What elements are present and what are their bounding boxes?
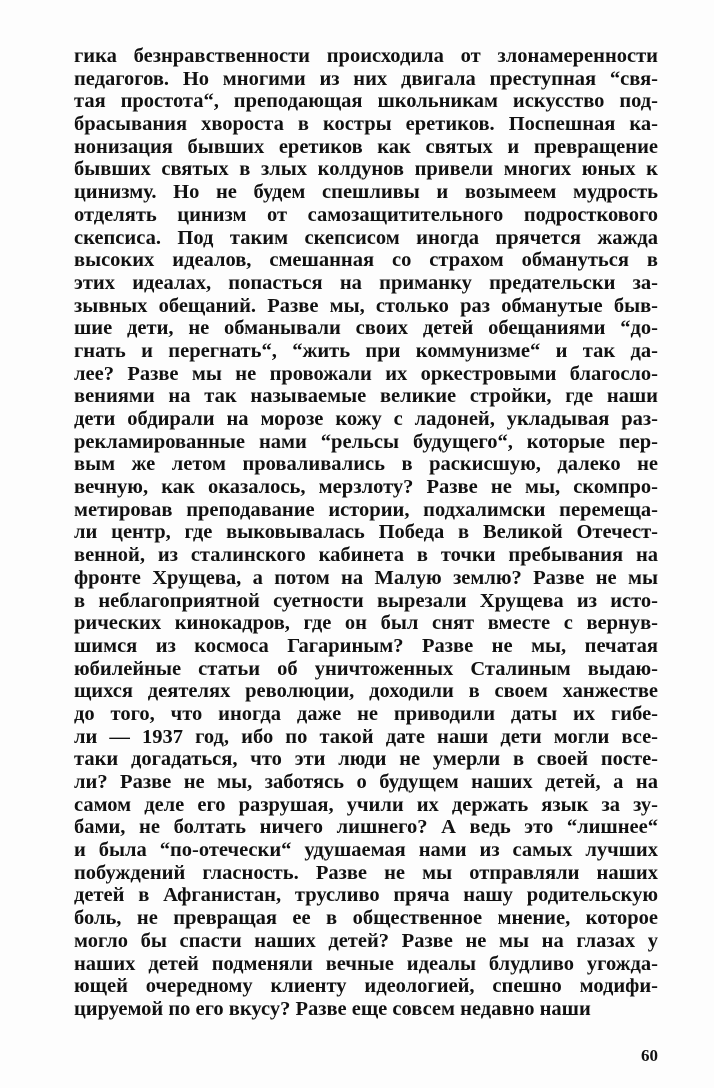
body-text xyxy=(74,45,658,1021)
text-line: таки догадаться, что эти люди не умерли в своей посте- xyxy=(74,748,658,771)
text-line: лее? Разве мы не провожали их оркестровыми благосло- xyxy=(74,362,658,385)
text-line: бами, не болтать ничего лишнего? А ведь это “лишнее“ xyxy=(74,816,658,839)
text-line: вым же летом проваливались в раскисшую, далеко не xyxy=(74,453,658,476)
text-line: щихся деятелях революции, доходили в своем ханжестве xyxy=(74,680,658,703)
text-line: шимся из космоса Гагариным? Разве не мы, печатая xyxy=(74,634,658,657)
text-line: высоких идеалов, смешанная со страхом обмануться в xyxy=(74,249,658,272)
text-line: побуждений гласность. Разве не мы отправляли наших xyxy=(74,861,658,884)
text-line: гнать и перегнать“, “жить при коммунизме“ и так да- xyxy=(74,339,658,362)
text-line: ли? Разве не мы, заботясь о будущем наших детей, а на xyxy=(74,771,658,793)
text-line: педагогов. Но многими из них двигала преступная “свя- xyxy=(74,67,658,90)
text-line: вениями на так называемые великие стройки, где наши xyxy=(74,385,658,408)
text-line: наших детей подменяли вечные идеалы блудливо угожда- xyxy=(74,952,658,975)
page-number: 60 xyxy=(641,1046,658,1065)
text-line: этих идеалах, попасться на приманку предательски за- xyxy=(74,271,658,294)
text-line: бывших святых в злых колдунов привели многих юных к xyxy=(74,158,658,181)
text-line: тая простота“, преподающая школьникам искусство под- xyxy=(74,90,658,113)
text-line: нонизация бывших еретиков как святых и превращение xyxy=(74,135,658,158)
text-line: дети обдирали на морозе кожу с ладоней, укладывая раз- xyxy=(74,408,658,430)
text-line: юбилейные статьи об уничтоженных Сталиным выдаю- xyxy=(74,657,658,680)
text-line: и была “по-отечески“ удушаемая нами из самых лучших xyxy=(74,839,658,862)
text-line: в неблагоприятной суетности вырезали Хрущева из исто- xyxy=(74,589,658,612)
text-line: рических кинокадров, где он был снят вместе с вернув- xyxy=(74,612,658,635)
text-line: скепсиса. Под таким скепсисом иногда прячется жажда xyxy=(74,226,658,249)
text-line: зывных обещаний. Разве мы, столько раз обманутые быв- xyxy=(74,294,658,317)
text-line: цируемой по его вкусу? Разве еще совсем недавно наши xyxy=(74,997,591,1020)
text-line: рекламированные нами “рельсы будущего“, которые пер- xyxy=(74,430,658,453)
text-line: ли — 1937 год, ибо по такой дате наши дети могли все- xyxy=(74,725,658,748)
text-line: детей в Афганистан, трусливо пряча нашу родительскую xyxy=(74,884,658,907)
text-line: метировав преподавание истории, подхалимски перемеща- xyxy=(74,498,658,521)
text-line: венной, из сталинского кабинета в точки пребывания на xyxy=(74,544,658,567)
text-line: могло бы спасти наших детей? Разве не мы на глазах у xyxy=(74,929,658,952)
text-line: ющей очередному клиенту идеологией, спешно модифи- xyxy=(74,975,658,998)
text-line: гика безнравственности происходила от злонамеренности xyxy=(74,45,658,67)
text-line: до того, что иногда даже не приводили даты их гибе- xyxy=(74,702,658,725)
text-line: отделять цинизм от самозащитительного подросткового xyxy=(74,203,658,226)
text-line: фронте Хрущева, а потом на Малую землю? Разве не мы xyxy=(74,566,658,589)
text-line: самом деле его разрушая, учили их держать язык за зу- xyxy=(74,793,658,816)
text-line: шие дети, не обманывали своих детей обещаниями “до- xyxy=(74,317,658,340)
text-line: вечную, как оказалось, мерзлоту? Разве не мы, скомпро- xyxy=(74,476,658,499)
text-line: боль, не превращая ее в общественное мнение, которое xyxy=(74,907,658,930)
text-line: брасывания хвороста в костры еретиков. Поспешная ка- xyxy=(74,113,658,136)
text-line: цинизму. Но не будем спешливы и возымеем мудрость xyxy=(74,181,658,204)
text-line: ли центр, где выковывалась Победа в Великой Отечест- xyxy=(74,521,658,544)
